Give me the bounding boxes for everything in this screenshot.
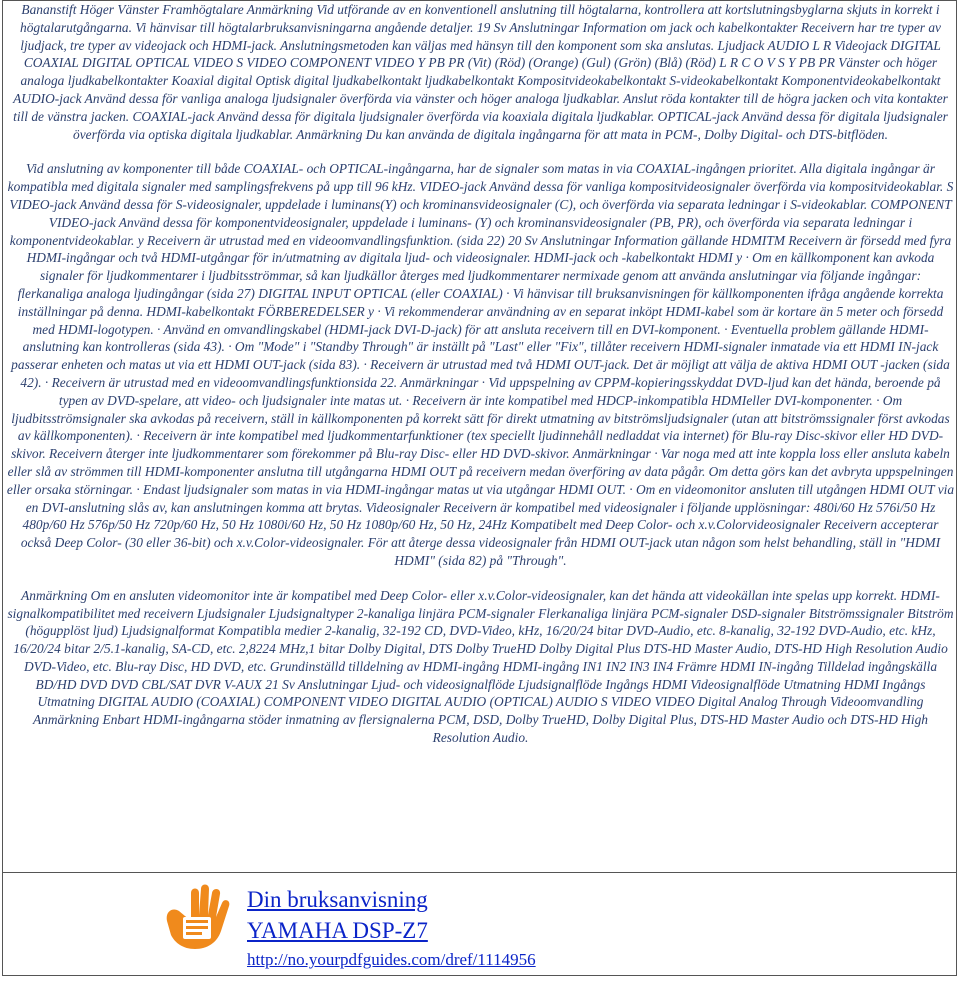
model-link[interactable]: YAMAHA DSP-Z7 (247, 918, 428, 943)
paragraph-3: Anmärkning Om en ansluten videomonitor inte är kompatibel med Deep Color- eller x.v.Color-videosignaler, kan det hända att videokällan inte spelas upp korrekt. HDMI-signalkompatibilitet med receivern Ljudsignaler Ljudsignaltyper 2-kanaliga linjära PCM-signaler Flerkanaliga linjära PCM-signaler DSD-signaler Bitströmssignaler Bitström (högupplöst ljud) Ljudsignalformat Kompatibla medier 2-kanalig, 32-192 CD, DVD-Video, kHz, 16/20/24 bitar DVD-Audio, etc. 8-kanalig, 32-192 DVD-Audio, etc. kHz, 16/20/24 bitar 2/5.1-kanalig, SA-CD, etc. 2,8224 MHz,1 bitar Dolby Digital, DTS Dolby TrueHD Dolby Digital Plus DTS-HD Master Audio, DTS-HD High Resolution Audio DVD-Video, etc. Blu-ray Disc, HD DVD, etc. Grundinställd tilldelning av HDMI-ingång HDMI-ingång IN1 IN2 IN3 IN4 Främre HDMI IN-ingång Tilldelad ingångskälla BD/HD DVD DVD CBL/SAT DVR V-AUX 21 Sv Anslutningar Ljud- och videosignalflöde Ljudsignalflöde Ingångs HDMI Videosignalflöde Utmatning HDMI Ingångs Utmatning DIGITAL AUDIO (COAXIAL) COMPONENT VIDEO DIGITAL AUDIO (OPTICAL) AUDIO S VIDEO VIDEO Digital Analog Through Videoomvandling Anmärkning Enbart HDMI-ingångarna stöder inmatning av flersignalerna PCM, DSD, Dolby TrueHD, Dolby Digital Plus, DTS-HD Master Audio och DTS-HD High Resolution Audio. (7, 587, 954, 746)
paragraph-1: Bananstift Höger Vänster Framhögtalare Anmärkning Vid utförande av en konventionell anslutning till högtalarna, kontrollera att kortslutningsbyglarna skjuts in korrekt i högtalarutgångarna. Vi hänvisar till högtalarbruksanvisningarna angående detaljer. 19 Sv Anslutningar Information om jack och kabelkontakter Receivern har tre typer av ljudjack, tre typer av videojack och HDMI-jack. Anslutningsmetoden kan väljas med hänsyn till den komponent som ska anslutas. Ljudjack AUDIO L R Videojack DIGITAL COAXIAL DIGITAL OPTICAL VIDEO S VIDEO COMPONENT VIDEO Y PB PR (Vit) (Röd) (Orange) (Gul) (Grön) (Blå) (Röd) L R C O V S Y PB PR Vänster och höger analoga ljudkabelkontakter Koaxial digital Optisk digital ljudkabelkontakt ljudkabelkontakt Kompositvideokabelkontakt S-videokabelkontakt Komponentvideokabelkontakt AUDIO-jack Använd dessa för vanliga analoga ljudsignaler överförda via vänster och höger analoga ljudkablar. Anslut röda kontakter till de högra jacken och vita kontakter till de vänstra jacken. COAXIAL-jack Använd dessa för digitala ljudsignaler överförda via koaxiala digitala ljudkablar. OPTICAL-jack Använd dessa för digitala ljudsignaler överförda via optiska digitala ljudkablar. Anmärkning Du kan använda de digitala ingångarna för att mata in PCM-, Dolby Digital- och DTS-bitflöden. (13, 2, 948, 142)
paragraph-2: Vid anslutning av komponenter till både COAXIAL- och OPTICAL-ingångarna, har de signaler som matas in via COAXIAL-ingången prioritet. Alla digitala ingångar är kompatibla med digitala signaler med samplingsfrekvens på upp till 96 kHz. VIDEO-jack Använd dessa för vanliga kompositvideosignaler överförda via kompositvideokablar. S VIDEO-jack Använd dessa för S-videosignaler, uppdelade i luminans(Y) och krominansvideosignaler (C), och överförda via separata ledningar i S-videokablar. COMPONENT VIDEO-jack Använd dessa för komponentvideosignaler, uppdelade i luminans- (Y) och krominansvideosignaler (PB, PR), och överförda via separata ledningar i komponentvideokablar. y Receivern är utrustad med en videoomvandlingsfunktion. (sida 22) 20 Sv Anslutningar Information gällande HDMITM Receivern är försedd med fyra HDMI-ingångar och två HDMI-utgångar för in/utmatning av digitala ljud- och videosignaler. HDMI-jack och -kabelkontakt HDMI y · Om en källkomponent kan avkoda signaler för ljudkommentarer i ljudbitsströmmar, så kan ljudkällor återges med ljudkommentarer nermixade genom att använda anslutningar via följande ingångar: flerkanaliga analoga ljudingångar (sida 27) DIGITAL INPUT OPTICAL (eller COAXIAL) · Vi hänvisar till bruksanvisningen för källkomponenten ifråga angående korrekta inställningar på denna. HDMI-kabelkontakt FÖRBEREDELSER y · Vi rekommenderar användning av en separat inköpt HDMI-kabel som är kortare än 5 meter och försedd med HDMI-logotypen. · Använd en omvandlingskabel (HDMI-jack DVI-D-jack) för att ansluta receivern till en DVI-komponent. · Eventuella problem gällande HDMI-anslutning kan kontrolleras (sida 43). · Om "Mode" i "Standby Through" är inställt på "Last" eller "Fix", tillåter receivern HDMI-signaler inmatade via ett HDMI IN-jack passerar enheten och matas ut via ett HDMI OUT-jack (sida 83). · Receivern är utrustad med två HDMI OUT-jack. Det är möjligt att välja de aktiva HDMI OUT -jacken (sida 42). · Receivern är utrustad med en videoomvandlingsfunktionsida 22. Anmärkningar · Vid uppspelning av CPPM-kopieringsskyddat DVD-ljud kan det hända, beroende på typen av DVD-spelare, att video- och ljudsignaler inte matas ut. · Receivern är inte kompatibel med HDCP-inkompatibla HDMIeller DVI-komponenter. · Om ljudbitsströmsignaler ska avkodas på receivern, ställ in källkomponenten på korrekt sätt för direkt utmatning av bitströmsljudsignaler (utan att bitströmssignaler först avkodas av källkomponenten). · Receivern är inte kompatibel med ljudkommentarfunktioner (tex speciellt ljudinnehåll nedladdat via internet) för Blu-ray Disc-skivor eller HD DVD-skivor. Receivern återger inte ljudkommentarer som förekommer på Blu-ray Disc- eller HD DVD-skivor. Anmärkningar · Var noga med att inte koppla loss eller ansluta kabeln eller slå av strömmen till HDMI-komponenter anslutna till utgångarna HDMI OUT på receivern medan överföring av data pågår. Om detta görs kan det avbryta uppspelningen eller orsaka störningar. · Endast ljudsignaler som matas in via HDMI-ingångar matas ut via utgångar HDMI OUT. · Om en videomonitor ansluten till utgången HDMI OUT via en DVI-anslutning slås av, kan anslutningen komma att brytas. Videosignaler Receivern är kompatibel med videosignaler i följande upplösningar: 480i/60 Hz 576i/50 Hz 480p/60 Hz 576p/50 Hz 720p/60 Hz, 50 Hz 1080i/60 Hz, 50 Hz 1080p/60 Hz, 50 Hz, 24Hz Kompatibelt med Deep Color- och x.v.Colorvideosignaler Receivern accepterar också Deep Color- (30 eller 36-bit) och x.v.Color-videosignaler. För att återge dessa videosignaler från HDMI OUT-jack utan någon som helst behandling, ställ in "HDMI HDMI" (sida 82) på "Through". (6, 161, 955, 568)
manual-link[interactable]: Din bruksanvisning (247, 887, 428, 912)
document-body (6, 1, 955, 747)
footer-divider (3, 872, 956, 873)
manual-hand-icon (161, 881, 233, 953)
url-link[interactable]: http://no.yourpdfguides.com/dref/1114956 (247, 950, 536, 969)
paragraph-gap (6, 570, 955, 587)
footer-links (247, 885, 536, 973)
document-page (2, 0, 957, 976)
paragraph-gap (6, 143, 955, 160)
